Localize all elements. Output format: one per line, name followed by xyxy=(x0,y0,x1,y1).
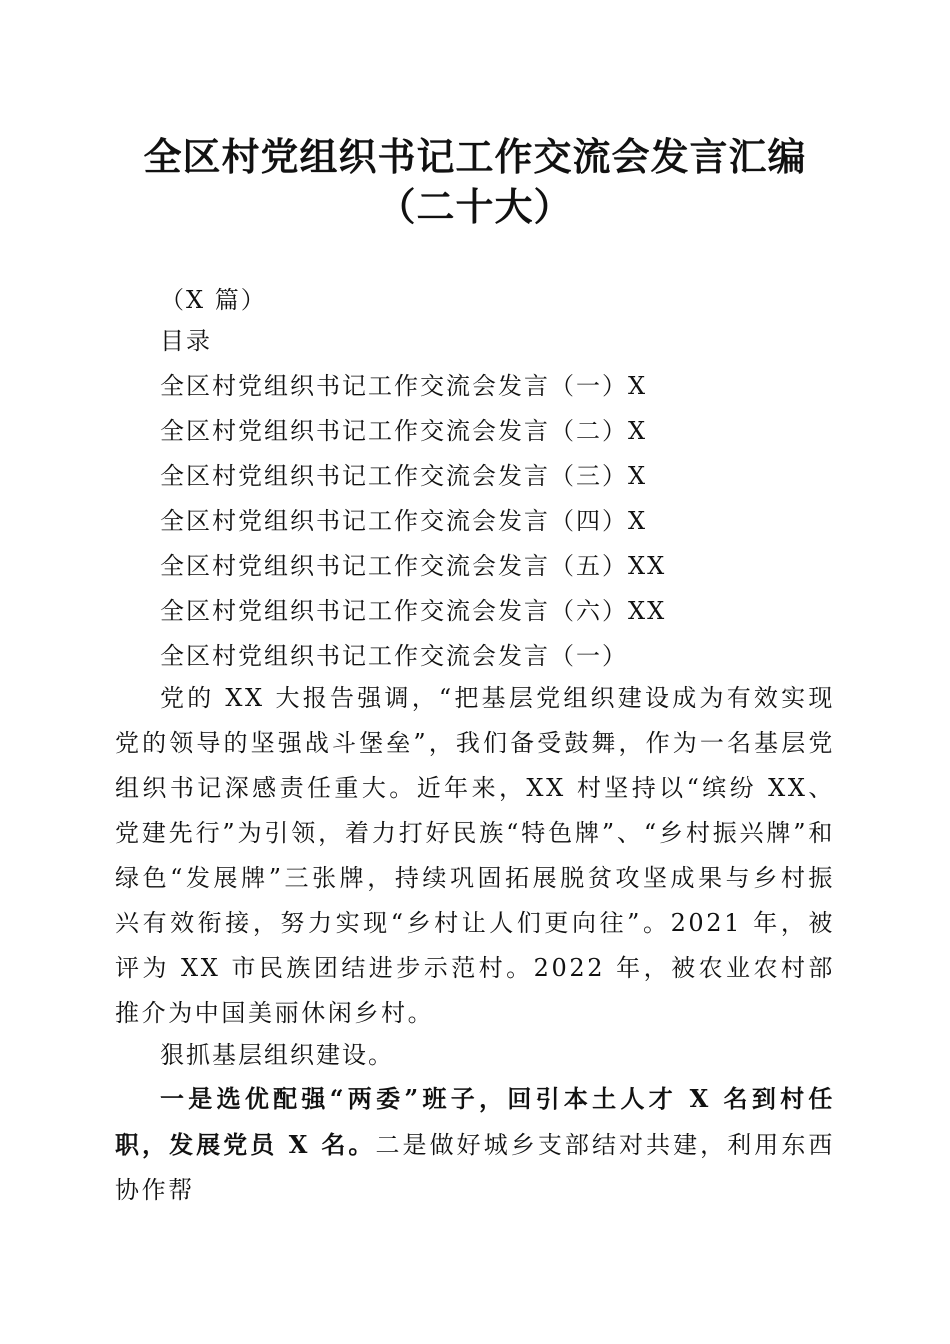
body-paragraph-2 xyxy=(115,1076,835,1213)
section-heading: 全区村党组织书记工作交流会发言（一） xyxy=(160,642,628,670)
toc-item-3[interactable]: 全区村党组织书记工作交流会发言（三）X xyxy=(160,462,648,490)
toc-item-1[interactable]: 全区村党组织书记工作交流会发言（一）X xyxy=(160,372,648,400)
article-count-note: （X 篇） xyxy=(160,286,267,314)
toc-item-4[interactable]: 全区村党组织书记工作交流会发言（四）X xyxy=(160,507,648,535)
paragraph-2-lead: 一是选优配强“两委”班子，回引本土人才 X 名到村任职，发展党员 X 名。 xyxy=(115,1084,835,1159)
toc-item-6[interactable]: 全区村党组织书记工作交流会发言（六）XX xyxy=(160,597,667,625)
body-paragraph-1: 党的 XX 大报告强调，“把基层党组织建设成为有效实现党的领导的坚强战斗堡垒”，我们备受鼓舞，作为一名基层党组织书记深感责任重大。近年来，XX 村坚持以“缤纷 XX、党建先行”为引领，着力打好民族“特色牌”、“乡村振兴牌”和绿色“发展牌”三张牌，持续巩固拓展脱贫攻坚成果与乡村振兴有效衔接，努力实现“乡村让人们更向往”。2021 年，被评为 XX 市民族团结进步示范村。2022 年，被农业农村部推介为中国美丽休闲乡村。 xyxy=(115,684,835,1027)
toc-item-2[interactable]: 全区村党组织书记工作交流会发言（二）X xyxy=(160,417,648,445)
subheading: 狠抓基层组织建设。 xyxy=(160,1041,394,1069)
paragraph-2-rest: 二是做好城乡支部结对共建，利用东西协作帮 xyxy=(115,1131,835,1204)
toc-heading: 目录 xyxy=(160,327,212,355)
toc-item-5[interactable]: 全区村党组织书记工作交流会发言（五）XX xyxy=(160,552,667,580)
document-title: 全区村党组织书记工作交流会发言汇编（二十大） xyxy=(143,134,807,229)
